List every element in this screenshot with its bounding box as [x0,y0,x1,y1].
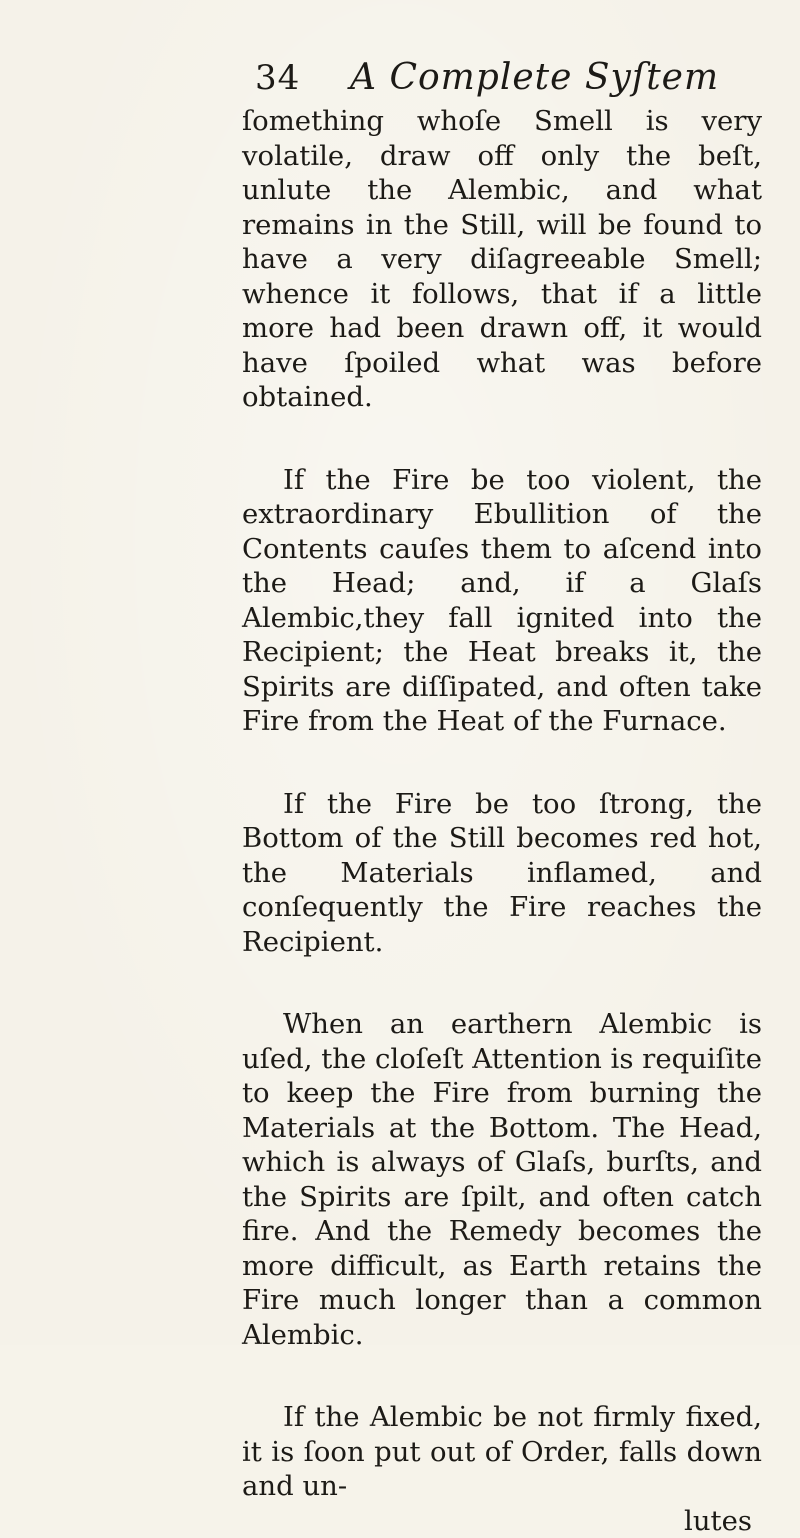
running-title: A Complete Syſtem [350,58,719,98]
paragraph-fire-too-strong: If the Fire be too ſtrong, the Bottom of the Still becomes red hot, the Materials inflamed, and conſequently the Fire reaches the Recipient. [242,787,762,960]
body-text [242,104,762,1538]
paragraph-fire-too-violent: If the Fire be too violent, the extraordinary Ebullition of the Contents cauſes them to aſcend into the Head; and, if a Glaſs Alembic,they fall ignited into the Recipient; the Heat breaks it, the Spirits are diſſipated, and often take Fire from the Heat of the Furnace. [242,463,762,739]
catchword: lutes [242,1504,762,1538]
page-header [255,58,715,108]
paragraph-alembic-not-fixed: If the Alembic be not firmly fixed, it is ſoon put out of Order, falls down and un- [242,1400,762,1504]
paragraph-earthern-alembic: When an earthern Alembic is uſed, the cloſeſt Attention is requiſite to keep the Fire from burning the Materials at the Bottom. The Head, which is always of Glaſs, burſts, and the Spirits are ſpilt, and often catch fire. And the Remedy becomes the more difficult, as Earth retains the Fire much longer than a common Alembic. [242,1007,762,1352]
page-number: 34 [255,58,300,98]
paragraph-continued: ſomething whoſe Smell is very volatile, draw off only the beſt, unlute the Alembic, and what remains in the Still, will be found to have a very diſagreeable Smell; whence it follows, that if a little more had been drawn off, it would have ſpoiled what was before obtained. [242,104,762,415]
